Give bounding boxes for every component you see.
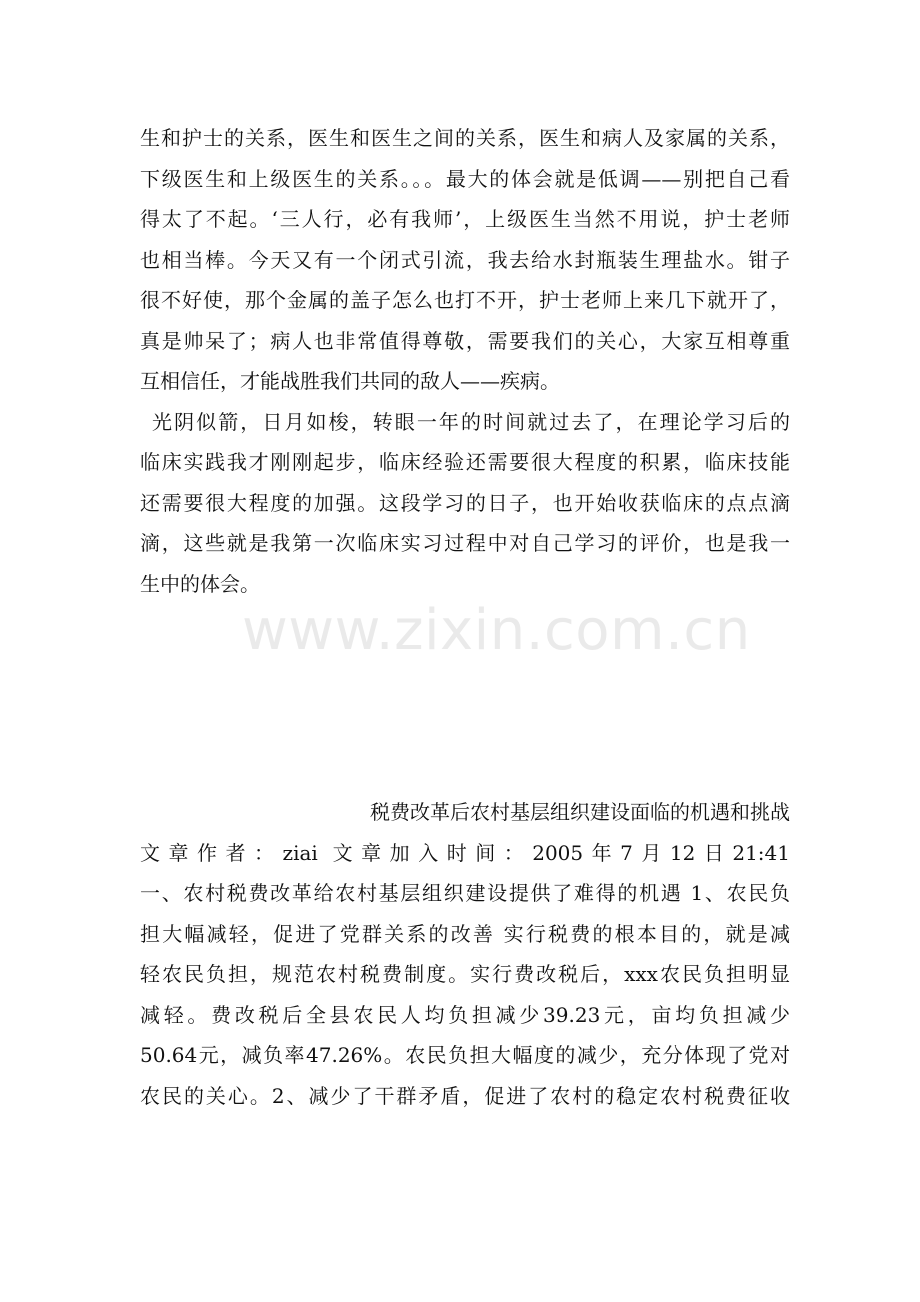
paragraph-line: 轻农民负担，规范农村税费制度。实行费改税后，xxx农民负担明显 xyxy=(140,962,790,986)
paragraph-line: 临床实践我才刚刚起步，临床经验还需要很大程度的积累，临床技能 xyxy=(140,450,790,474)
paragraph-line: 农民的关心。2、减少了干群矛盾，促进了农村的稳定农村税费征收 xyxy=(140,1083,790,1108)
article-byline: 文章作者：ziai 文章加入时间：2005年7月12日21:41 xyxy=(140,840,790,865)
paragraph-line: 生中的体会。 xyxy=(140,571,260,596)
watermark-text: www.zixin.com.cn xyxy=(242,598,751,663)
paragraph-line: 互相信任，才能战胜我们共同的敌人——疾病。 xyxy=(140,369,560,393)
paragraph-line: 50.64元，减负率47.26%。农民负担大幅度的减少，充分体现了党对 xyxy=(140,1043,790,1067)
paragraph-line: 还需要很大程度的加强。这段学习的日子，也开始收获临床的点点滴 xyxy=(140,490,790,515)
section-article-tax-reform xyxy=(140,792,790,1116)
paragraph-line: 光阴似箭，日月如梭，转眼一年的时间就过去了，在理论学习后的 xyxy=(152,409,790,434)
paragraph-line: 生和护士的关系，医生和医生之间的关系，医生和病人及家属的关系， xyxy=(140,126,790,150)
paragraph-line: 也相当棒。今天又有一个闭式引流，我去给水封瓶装生理盐水。钳子 xyxy=(140,247,790,272)
paragraph-line: 得太了不起。‘三人行，必有我师’，上级医生当然不用说，护士老师 xyxy=(140,207,790,231)
paragraph-line: 真是帅呆了；病人也非常值得尊敬，需要我们的关心，大家互相尊重 xyxy=(140,328,790,353)
article-title: 税费改革后农村基层组织建设面临的机遇和挑战 xyxy=(370,800,790,824)
paragraph-line: 一、农村税费改革给农村基层组织建设提供了难得的机遇 1、农民负 xyxy=(140,881,790,905)
paragraph-line: 很不好使，那个金属的盖子怎么也打不开，护士老师上来几下就开了， xyxy=(140,288,790,312)
paragraph-line: 减轻。费改税后全县农民人均负担减少39.23元，亩均负担减少 xyxy=(140,1002,790,1027)
paragraph-line: 下级医生和上级医生的关系。。。最大的体会就是低调——别把自己看 xyxy=(140,166,790,191)
section-internship-reflection xyxy=(140,118,790,604)
paragraph-line: 担大幅减轻，促进了党群关系的改善 实行税费的根本目的，就是减 xyxy=(140,921,790,946)
paragraph-line: 滴，这些就是我第一次临床实习过程中对自己学习的评价，也是我一 xyxy=(140,531,790,555)
